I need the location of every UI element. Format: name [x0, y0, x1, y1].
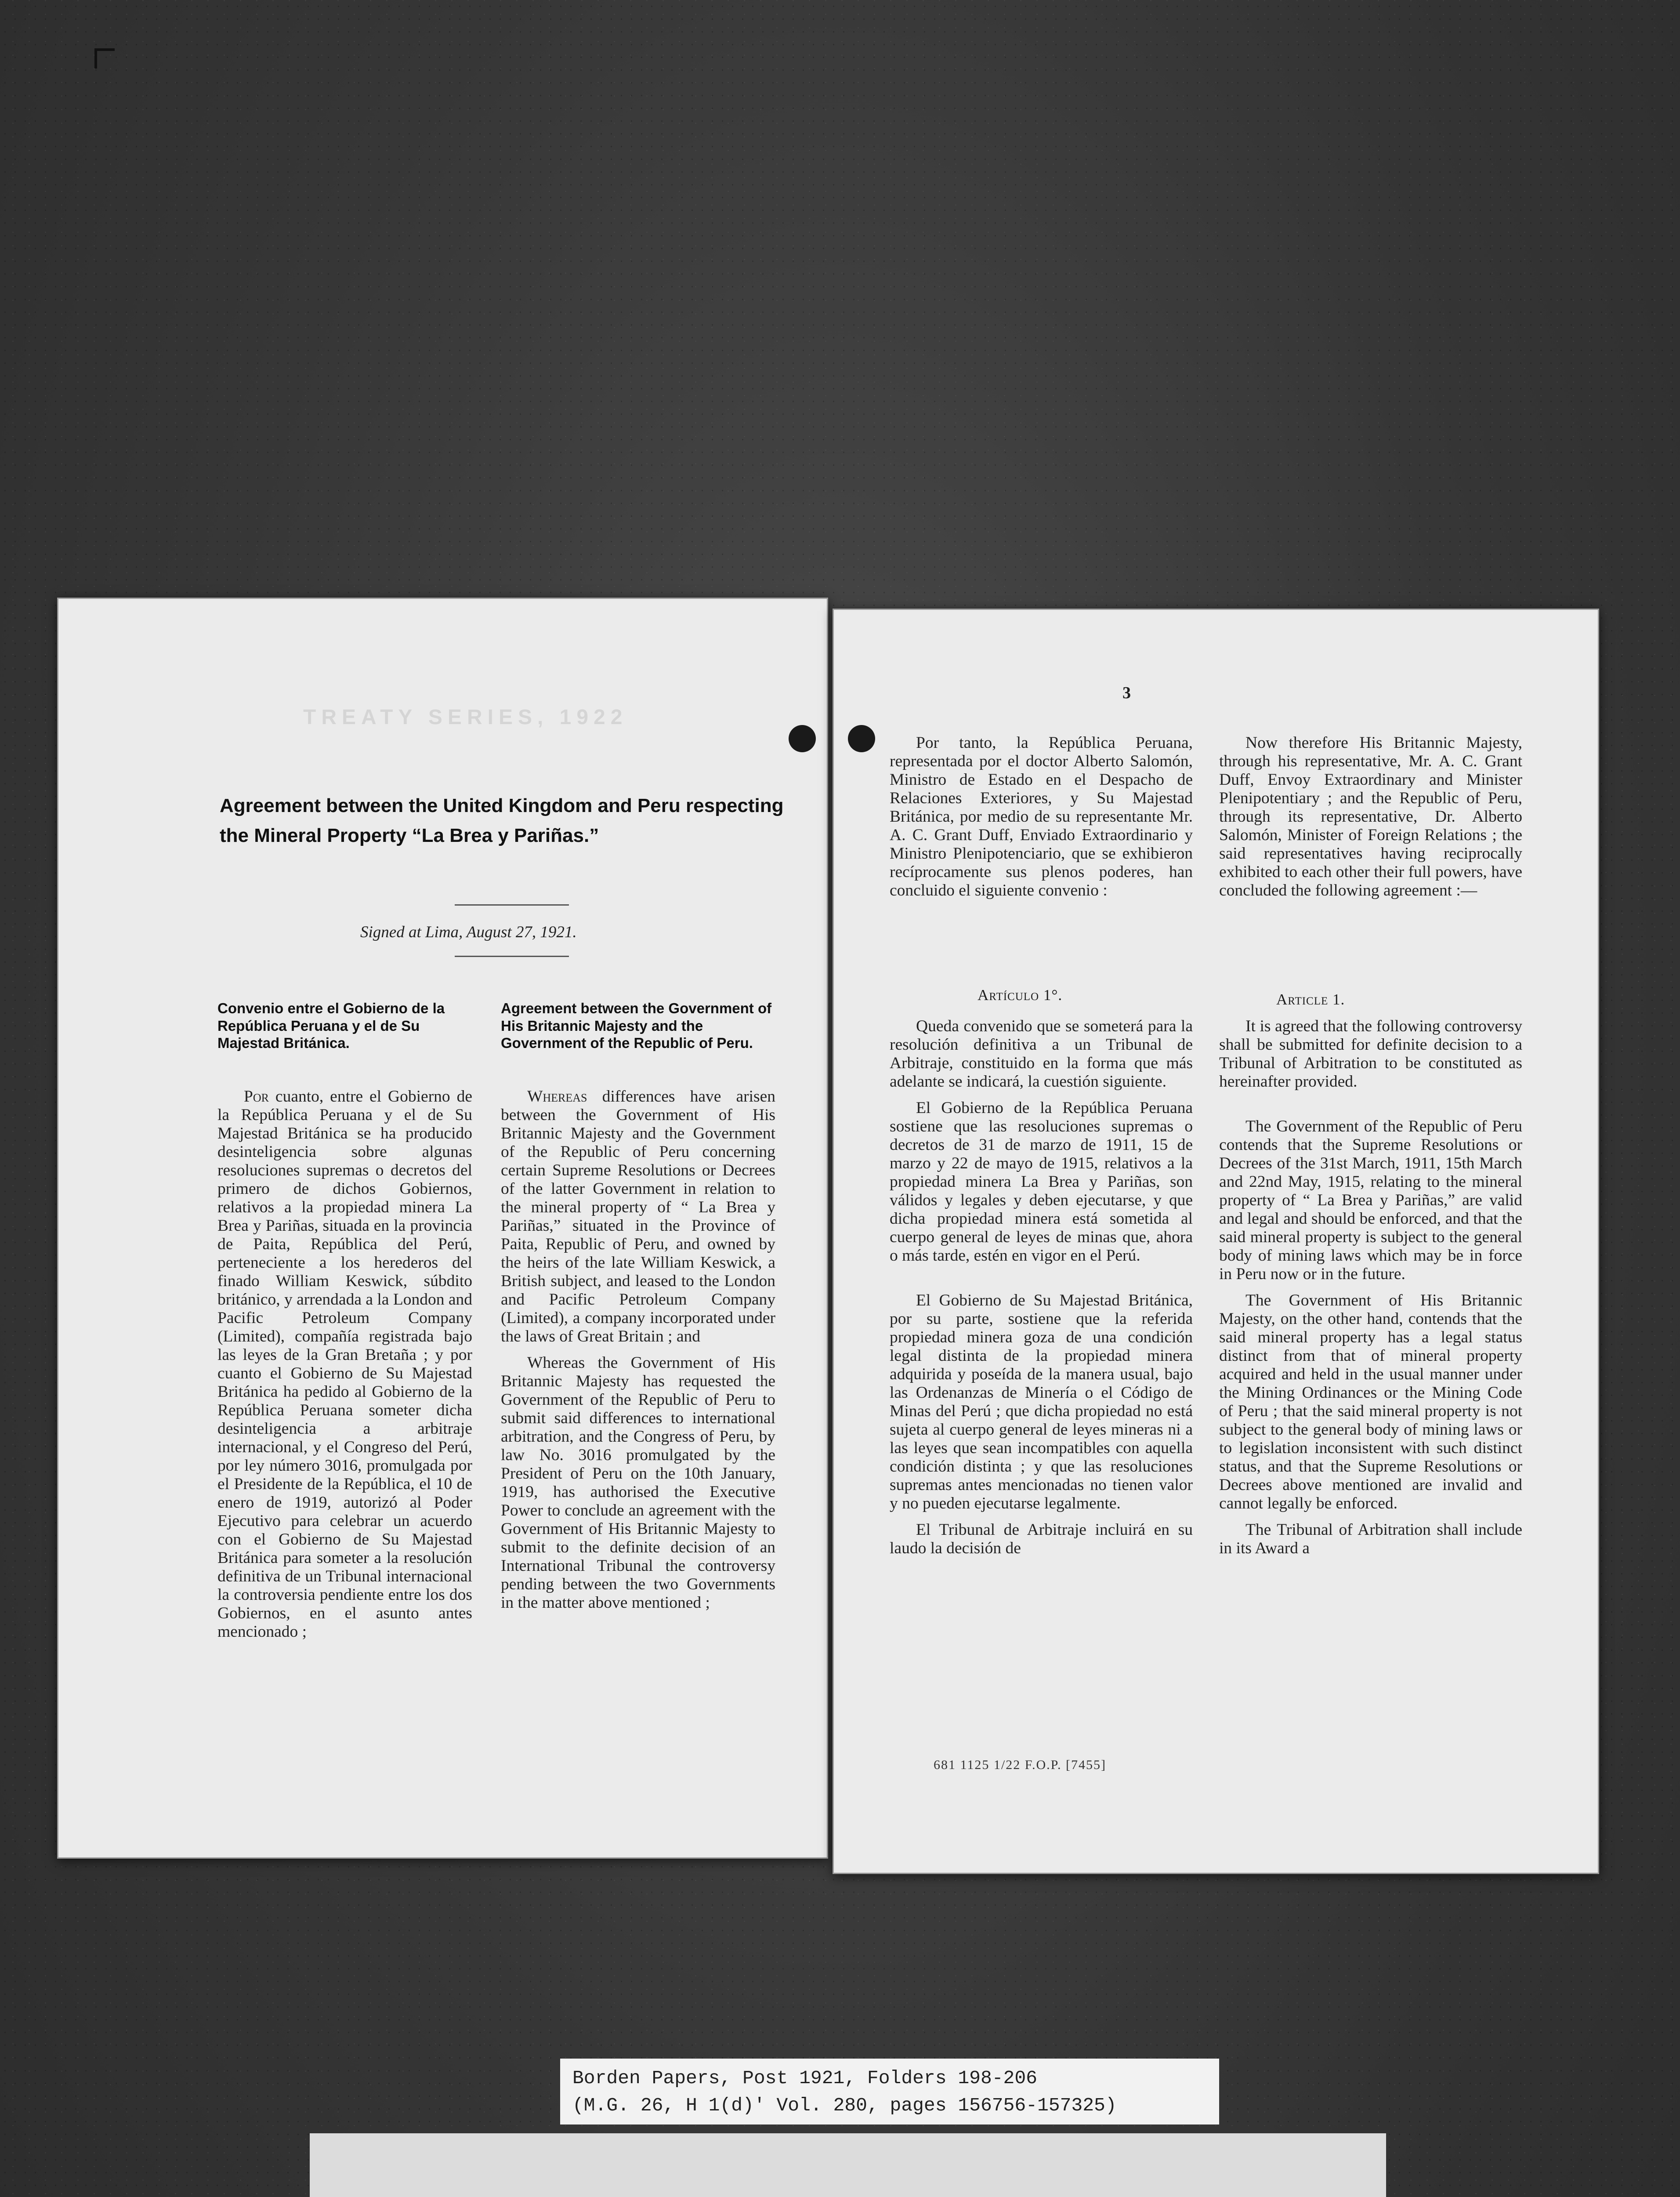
english-column: [501, 1088, 775, 1612]
left-page: [57, 598, 828, 1859]
spanish-lead-word: Por: [244, 1088, 269, 1106]
signed-rule: [455, 956, 569, 957]
spanish-heading: Convenio entre el Gobierno de la República Peruana y el de Su Majestad Británica.: [217, 1000, 445, 1051]
spanish-column: [890, 734, 1193, 900]
print-footer-code: 681 1125 1/22 F.O.P. [7455]: [934, 1758, 1107, 1772]
punch-hole: [789, 725, 816, 752]
english-article-text: [1219, 1017, 1522, 1558]
page-number: 3: [1122, 684, 1131, 702]
english-para-1: differences have arisen between the Government of His Britannic Majesty and the Government of the Republic of Peru concerning certain Supreme Resolutions or Decrees of the latter Government in relation to the mineral property of “ La Brea y Pariñas,” situated in the Province of Paita, Republic of Peru, and owned by the heirs of the late William Keswick, a British subject, and leased to the London and Pacific Petroleum Company (Limited), a company incorporated under the laws of Great Britain ; and: [501, 1088, 775, 1345]
spanish-para-4: El Tribunal de Arbitraje incluirá en su laudo la decisión de: [890, 1521, 1193, 1557]
spanish-para-2: El Gobierno de la República Peruana sostiene que las resoluciones supremas o decretos de 31 de marzo de 1911, 15 de marzo y 22 de mayo de 1915, relativos a la propiedad minera La Brea y Pariñas, son válidos y legales y deben ejecutarse, y que dicha propiedad minera está sometida al cuerpo general de leyes de minas que, ahora o más tarde, estén en vigor en el Perú.: [890, 1099, 1193, 1265]
faint-stamp: TREATY SERIES, 1922: [303, 706, 628, 729]
english-article-heading: Article 1.: [1276, 991, 1345, 1008]
right-page: [833, 609, 1599, 1874]
signing-line: Signed at Lima, August 27, 1921.: [360, 923, 577, 941]
english-column: [1219, 734, 1522, 900]
english-para-2: The Government of the Republic of Peru contends that the Supreme Resolutions or Decrees of the 31st March, 1911, 15th March and 22nd May, 1915, relating to the mineral property of “ La Brea y Pariñas,” are valid and legal and should be enforced, and that the said mineral property is subject to the general body of mining laws which may be in force in Peru now or in the future.: [1219, 1117, 1522, 1283]
title-rule: [455, 904, 569, 906]
reference-line-1: Borden Papers, Post 1921, Folders 198-206: [572, 2067, 1037, 2089]
document-title: Agreement between the United Kingdom and Peru respecting the Mineral Property “La Brea y Pariñas.”: [220, 795, 784, 847]
english-heading: Agreement between the Government of His Britannic Majesty and the Government of the Republic of Peru.: [501, 1000, 772, 1051]
english-lead-word: Whereas: [527, 1088, 587, 1106]
punch-hole: [848, 725, 875, 752]
spanish-article-heading: Artículo 1°.: [978, 986, 1063, 1004]
english-para-3: The Government of His Britannic Majesty, on the other hand, contends that the said mineral property has a legal status distinct from that of mineral property acquired and held in the usual manner under the Mining Ordinances or the Mining Code of Peru ; that the said mineral property is not subject to the general body of mining laws or to legislation inconsistent with such distinct status, and that the Supreme Resolutions or Decrees above mentioned are invalid and cannot legally be enforced.: [1219, 1291, 1522, 1512]
reference-line-2: (M.G. 26, H 1(d)' Vol. 280, pages 156756-157325): [572, 2095, 1117, 2116]
spanish-para-3: El Gobierno de Su Majestad Británica, por su parte, sostiene que la referida propiedad minera goza de una condición legal distinta de la propiedad minera adquirida y poseída de la manera usual, bajo las Ordenanzas de Minería o el Código de Minas del Perú ; que dicha propiedad no está sujeta al cuerpo general de leyes mineras ni a las leyes que sean incompatibles con aquella condición distinta ; y que las resoluciones supremas antes mencionadas no tienen valor y no pueden ejecutarse legalmente.: [890, 1291, 1193, 1512]
english-para-2: Whereas the Government of His Britannic Majesty has requested the Government of the Republic of Peru to submit said differences to international arbitration, and the Congress of Peru, by law No. 3016 promulgated by the President of Peru on the 10th January, 1919, has authorised the Executive Power to conclude an agreement with the Government of His Britannic Majesty to submit to the definite decision of an International Tribunal the controversy pending between the two Governments in the matter above mentioned ;: [501, 1354, 775, 1612]
english-para-4: The Tribunal of Arbitration shall include in its Award a: [1219, 1521, 1522, 1557]
spanish-para-1: Queda convenido que se someterá para la resolución definitiva a un Tribunal de Arbitraje, constituido en la forma que más adelante se indicará, la cuestión siguiente.: [890, 1017, 1193, 1091]
english-para-1: It is agreed that the following controversy shall be submitted for definite decision to a Tribunal of Arbitration to be constituted as hereinafter provided.: [1219, 1017, 1522, 1091]
spanish-para-1: cuanto, entre el Gobierno de la República Peruana y el de Su Majestad Británica se ha producido desinteligencia sobre algunas resoluciones supremas o decretos del primero de dichos Gobiernos, relativos a la propiedad minera La Brea y Pariñas, situada en la provincia de Paita, República del Perú, perteneciente a los herederos del finado William Keswick, súbdito británico, y arrendada a la London and Pacific Petroleum Company (Limited), compañía registrada bajo las leyes de la Gran Bretaña ; y por cuanto el Gobierno de Su Majestad Británica ha pedido al Gobierno de la República Peruana someter dicha desinteligencia a arbitraje internacional, y el Congreso del Perú, por ley número 3016, promulgada por el Presidente de la República, el 10 de enero de 1919, autorizó al Poder Ejecutivo para celebrar un acuerdo con el Gobierno de Su Majestad Británica para someter a la resolución definitiva de un Tribunal internacional la controversia pendiente entre los dos Gobiernos, en el asunto antes mencionado ;: [217, 1088, 473, 1641]
spanish-intro: Por tanto, la República Peruana, representada por el doctor Alberto Salomón, Ministro de Estado en el Despacho de Relaciones Exteriores, y Su Majestad Británica, por medio de su representante Mr. A. C. Grant Duff, Enviado Extraordinario y Ministro Plenipotenciario, que se exhibieron recíprocamente sus plenos poderes, han concluido el siguiente convenio :: [890, 734, 1193, 899]
archives-card: [310, 2133, 1386, 2197]
reference-label: [560, 2059, 1219, 2124]
film-corner-mark: [94, 48, 115, 69]
spanish-article-text: [890, 1017, 1193, 1558]
english-intro: Now therefore His Britannic Majesty, through his representative, Mr. A. C. Grant Duff, Envoy Extraordinary and Minister Plenipotentiary ; and the Republic of Peru, through its representative, Dr. Alberto Salomón, Minister of Foreign Relations ; the said representatives having reciprocally exhibited to each other their full powers, have concluded the following agreement :—: [1219, 734, 1522, 899]
spanish-column: [217, 1088, 472, 1641]
